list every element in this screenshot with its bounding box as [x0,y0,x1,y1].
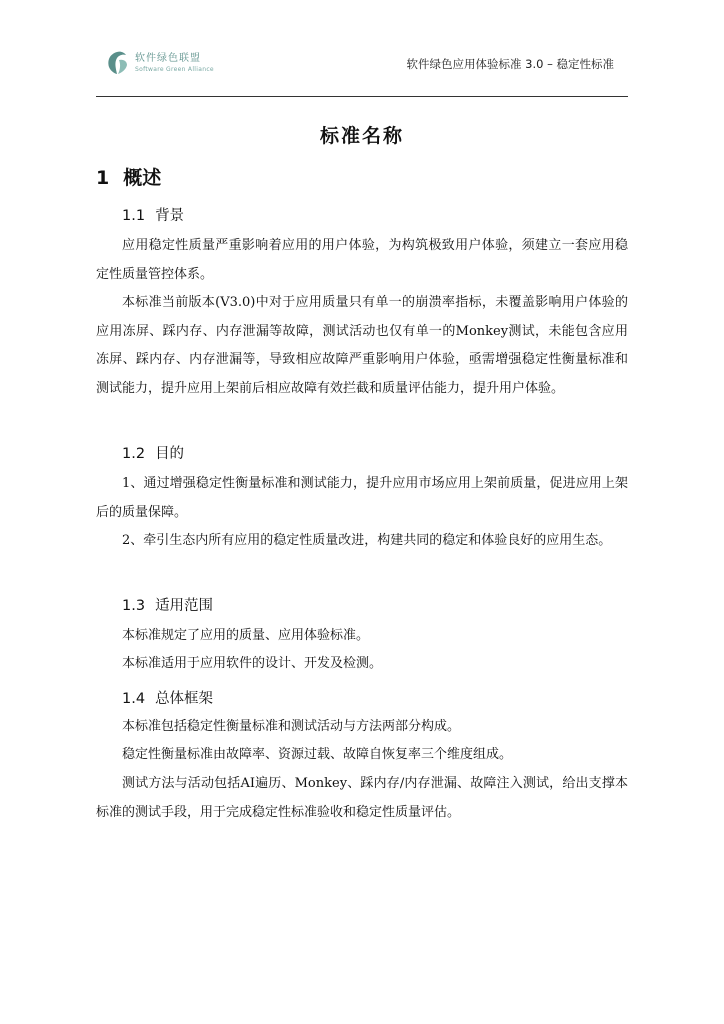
section-1-3-number: 1.3 [122,598,146,614]
logo-name-en: Software Green Alliance [135,65,214,73]
section-1-4-heading [122,687,213,708]
section-1-3-heading [122,594,213,615]
section-1-2-number: 1.2 [122,446,146,462]
leaf-logo-icon [104,50,130,76]
paragraph: 本标准当前版本(V3.0)中对于应用质量只有单一的崩溃率指标，未覆盖影响用户体验的应用冻屏、踩内存、内存泄漏等故障，测试活动也仅有单一的Monkey测试，未能包含应用冻屏、踩内存、内存泄漏等，导致相应故障严重影响用户体验，亟需增强稳定性衡量标准和测试能力，提升应用上架前后相应故障有效拦截和质量评估能力，提升用户体验。 [96,295,628,396]
section-1-1-heading [122,204,184,225]
section-1-3-title: 适用范围 [155,598,214,614]
paragraph: 本标准包括稳定性衡量标准和测试活动与方法两部分构成。 [122,719,461,734]
paragraph: 2、牵引生态内所有应用的稳定性质量改进，构建共同的稳定和体验良好的应用生态。 [122,533,612,548]
header-doc-title: 软件绿色应用体验标准 3.0 – 稳定性标准 [406,57,614,71]
logo-name-cn: 软件绿色联盟 [135,52,201,64]
paragraph: 应用稳定性质量严重影响着应用的用户体验，为构筑极致用户体验，须建立一套应用稳定性质量管控体系。 [96,238,628,282]
section-1-2-title: 目的 [155,446,185,462]
section-1-4-number: 1.4 [122,691,146,707]
paragraph: 1、通过增强稳定性衡量标准和测试能力，提升应用市场应用上架前质量，促进应用上架后的质量保障。 [96,476,628,520]
section-1-number: 1 [96,167,110,189]
page-header [96,44,628,97]
paragraph: 本标准适用于应用软件的设计、开发及检测。 [122,656,383,671]
paragraph: 本标准规定了应用的质量、应用体验标准。 [122,628,370,643]
paragraph: 稳定性衡量标准由故障率、资源过载、故障自恢复率三个维度组成。 [122,747,513,762]
document-title: 标准名称 [319,125,404,147]
paragraph: 测试方法与活动包括AI遍历、Monkey、踩内存/内存泄漏、故障注入测试，给出支撑本标准的测试手段，用于完成稳定性标准验收和稳定性质量评估。 [96,776,628,820]
section-1-4-title: 总体框架 [155,691,214,707]
section-1-title: 概述 [123,167,162,189]
section-1-1-title: 背景 [155,208,185,224]
section-1-2-heading [122,442,184,463]
section-1-1-number: 1.1 [122,208,146,224]
section-1-heading [96,163,161,190]
alliance-logo [104,50,214,76]
